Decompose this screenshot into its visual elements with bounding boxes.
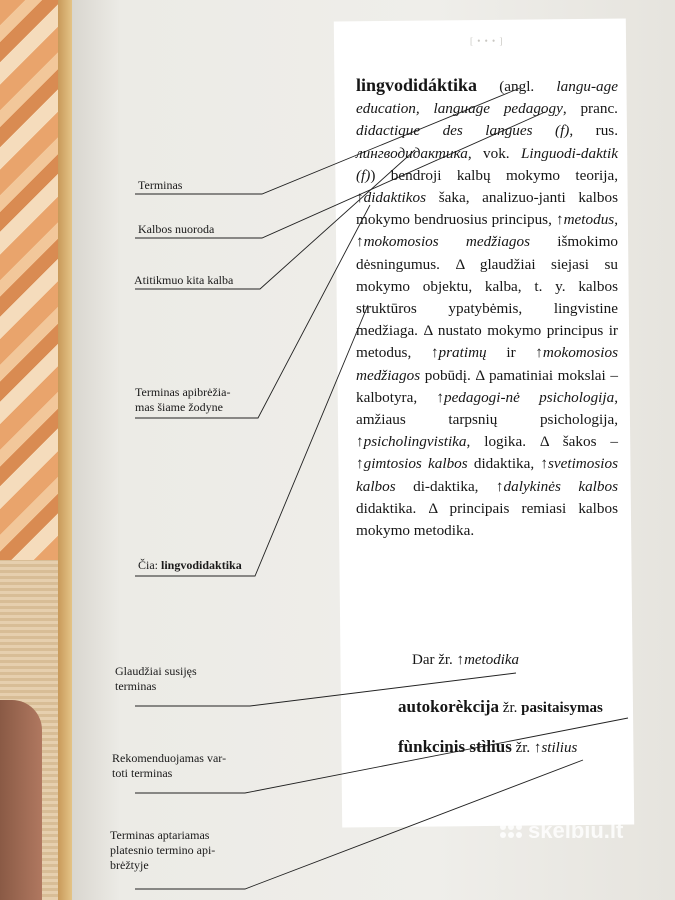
entry-text: , ↑ xyxy=(356,211,618,251)
entry-text: išmokimo dėsningumus. Δ glaudžiai siejasi su mokymo objektu, kalba, t. y. kalbos struktūros ypatybėmis, lingvistine medžiaga. Δ nustato mokymo principus ir metodus, ↑ xyxy=(356,233,618,362)
entry-text: лингводидактика xyxy=(356,144,468,162)
label-aptariamas-line3: brėžtyje xyxy=(110,858,149,872)
entry2-ref: žr. xyxy=(499,700,522,716)
entry-text: , pranc. xyxy=(562,100,618,118)
label-aptariamas xyxy=(110,828,215,873)
entry-text: , logika. Δ šakos – ↑ xyxy=(356,433,618,473)
entry-text: pratimų xyxy=(438,344,487,362)
entry-text: Linguodi-daktik (f) xyxy=(356,144,618,184)
entry-text: didaktika. Δ principais remiasi kalbos mokymo metodika. xyxy=(356,499,618,540)
entry-text: didactique des langues (f) xyxy=(356,122,570,140)
label-apibreziamas-line2: mas šiame žodyne xyxy=(135,400,223,414)
entry-text: didaktikos xyxy=(363,189,427,207)
label-kalbos-nuoroda: Kalbos nuoroda xyxy=(138,222,215,236)
dictionary-entry-lingvodidaktika xyxy=(356,74,618,542)
label-rekomenduojamas xyxy=(112,751,226,781)
entry-text: mokomosios medžiagos xyxy=(363,233,531,251)
watermark-dots-icon xyxy=(500,824,522,838)
entry2-target: pasitaisymas xyxy=(521,700,603,716)
label-terminas: Terminas xyxy=(138,178,183,192)
entry-text: dalykinės kalbos xyxy=(503,477,618,495)
entry2-headword: autokorèkcija xyxy=(398,697,500,716)
entry-text: psicholingvistika xyxy=(363,433,467,451)
label-cia xyxy=(138,558,242,573)
entry-text: ir ↑ xyxy=(486,344,543,362)
label-glaudziai-line1: Glaudžiai susijęs xyxy=(115,664,197,678)
entry-text: gimtosios kalbos xyxy=(363,455,468,473)
dictionary-entry-funkcinis-stilius xyxy=(398,737,577,757)
entry-text: , vok. xyxy=(467,144,521,162)
leader-cia xyxy=(135,305,368,576)
label-atitikmuo: Atitikmuo kita kalba xyxy=(134,273,234,287)
dictionary-entry-autokorekcija xyxy=(398,697,603,717)
label-cia-prefix: Čia: xyxy=(138,558,158,572)
watermark-text: skelbiu.lt xyxy=(528,818,624,843)
entry3-target: stilius xyxy=(541,740,578,756)
entry-text: langu-age education, language pedagogy xyxy=(356,78,618,118)
see-also-prefix: Dar žr. ↑ xyxy=(412,652,465,668)
entry-text: mokomosios medžiagos xyxy=(356,344,618,384)
entry-text: metodus xyxy=(563,211,615,229)
entry-text: didaktika, ↑ xyxy=(467,455,548,473)
entry-text: šaka, analizuo-janti kalbos mokymo bendruosius principus, ↑ xyxy=(356,189,618,229)
label-glaudziai-line2: terminas xyxy=(115,679,157,693)
label-apibreziamas-line1: Terminas apibrėžia- xyxy=(135,385,231,399)
entry-headword: lingvodidáktika xyxy=(356,75,478,95)
label-apibreziamas xyxy=(135,385,230,415)
entry-text: pedagogi-nė psichologija xyxy=(443,388,615,406)
entry-text: pobūdį. Δ pamatiniai mokslai – kalbotyra, ↑ xyxy=(356,366,618,406)
see-also-term: metodika xyxy=(464,652,520,668)
see-also xyxy=(412,652,519,669)
entry-text: , rus. xyxy=(569,122,619,140)
label-rekomenduojamas-line2: toti terminas xyxy=(112,766,173,780)
label-aptariamas-line1: Terminas aptariamas xyxy=(110,828,210,842)
entry3-ref: žr. ↑ xyxy=(511,740,542,756)
entry-text: ) bendroji kalbų mokymo teorija, ↑ xyxy=(356,166,618,207)
label-glaudziai xyxy=(115,664,197,694)
entry-text: svetimosios kalbos xyxy=(356,455,618,495)
entry-text: , amžiaus tarpsnių psichologija, ↑ xyxy=(356,388,618,451)
page-header-ghost-text: [ • • • ] xyxy=(470,36,504,46)
entry-text: di-daktika, ↑ xyxy=(395,477,504,495)
label-aptariamas-line2: platesnio termino api- xyxy=(110,843,216,857)
watermark-logo xyxy=(500,818,623,844)
entry-text: (angl. xyxy=(477,78,557,95)
entry3-headword: fùnkcinis stìlius xyxy=(398,737,512,756)
label-cia-term: lingvodidaktika xyxy=(161,558,242,572)
label-rekomenduojamas-line1: Rekomenduojamas var- xyxy=(112,751,227,765)
